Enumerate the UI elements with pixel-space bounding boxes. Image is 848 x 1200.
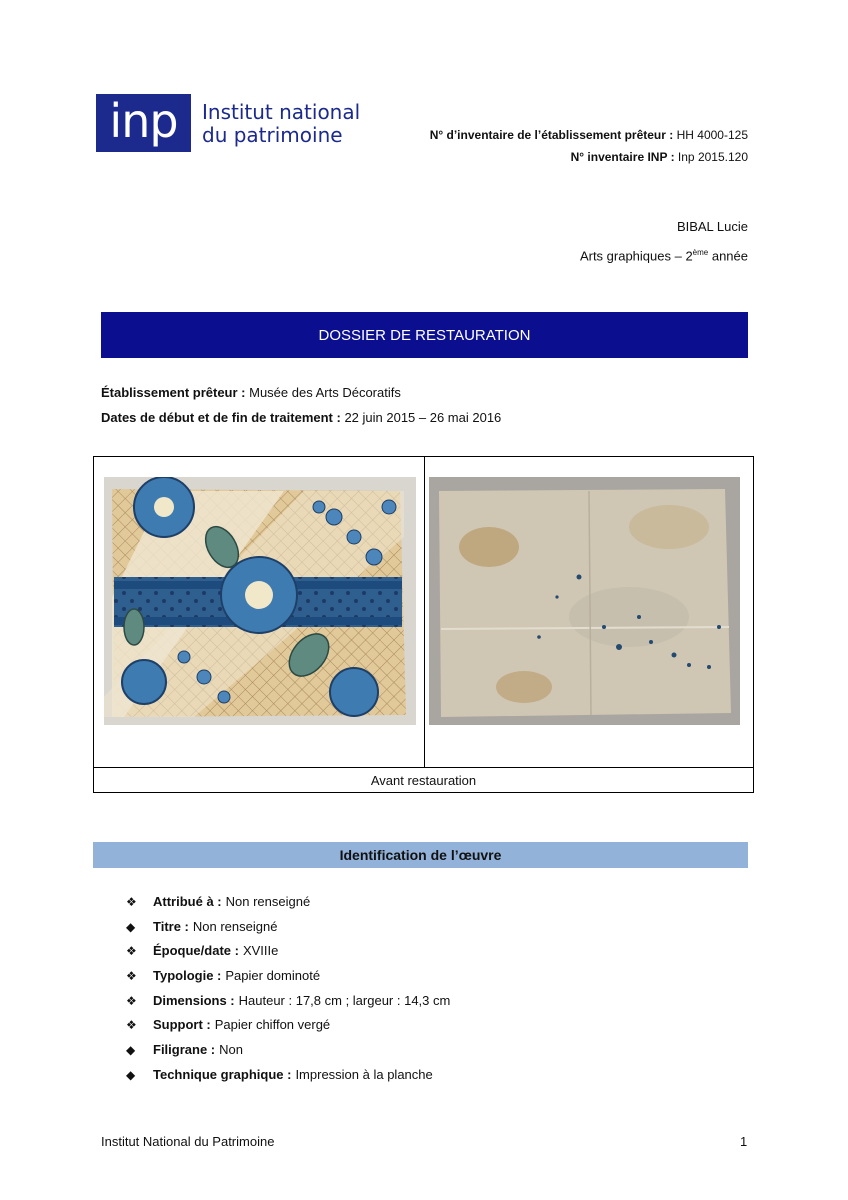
list-item: ❖ Attribué à : Non renseigné [126, 890, 450, 915]
lender-inventory-value: HH 4000-125 [676, 128, 748, 142]
list-item: ❖ Support : Papier chiffon vergé [126, 1013, 450, 1038]
recto-photo [104, 477, 416, 725]
author-course: Arts graphiques – 2ème année [579, 248, 748, 264]
bullet-icon: ◆ [126, 1067, 136, 1082]
verso-photo [429, 477, 740, 725]
inventory-block [430, 124, 748, 168]
bullet-icon: ❖ [126, 993, 137, 1008]
lender-inventory [430, 124, 748, 146]
list-item: ◆ Titre : Non renseigné [126, 915, 450, 940]
page-number: 1 [740, 1134, 748, 1149]
footer-institution: Institut National du Patrimoine [101, 1134, 275, 1149]
author-name: BIBAL Lucie [676, 219, 748, 234]
treatment-meta [101, 380, 501, 430]
photo-caption: Avant restauration [370, 772, 477, 788]
list-item: ❖ Époque/date : XVIIIe [126, 939, 450, 964]
bullet-icon: ❖ [126, 1018, 137, 1033]
bullet-icon: ◆ [126, 1043, 136, 1058]
author-block [580, 214, 748, 269]
inp-logo-text [202, 101, 360, 147]
lender-inventory-label: N° d’inventaire de l’établissement prêteur : [429, 128, 674, 142]
bullet-icon: ❖ [126, 944, 137, 959]
inp-inventory [430, 146, 748, 168]
bullet-icon: ❖ [126, 969, 137, 984]
logo-line-2: du patrimoine [202, 123, 343, 147]
list-item: ❖ Dimensions : Hauteur : 17,8 cm ; largeur : 14,3 cm [126, 989, 450, 1014]
document-title-banner: DOSSIER DE RESTAURATION [101, 312, 748, 358]
list-item: ◆ Technique graphique : Impression à la planche [126, 1063, 450, 1088]
logo-line-1: Institut national [202, 100, 361, 124]
bullet-icon: ◆ [126, 919, 136, 934]
identification-list [126, 890, 450, 1088]
inp-logo-mark: inp [96, 94, 191, 152]
lender-institution: Établissement prêteur : Musée des Arts Décoratifs [101, 385, 401, 400]
bullet-icon: ❖ [126, 895, 137, 909]
section-identification-title: Identification de l’œuvre [93, 842, 748, 868]
inp-inventory-label: N° inventaire INP : [570, 150, 675, 164]
photo-table [93, 456, 754, 793]
inp-inventory-value: Inp 2015.120 [677, 150, 748, 164]
treatment-dates: Dates de début et de fin de traitement : 22 juin 2015 – 26 mai 2016 [101, 410, 502, 425]
list-item: ◆ Filigrane : Non [126, 1038, 450, 1063]
list-item: ❖ Typologie : Papier dominoté [126, 964, 450, 989]
table-divider-vertical [424, 457, 425, 767]
